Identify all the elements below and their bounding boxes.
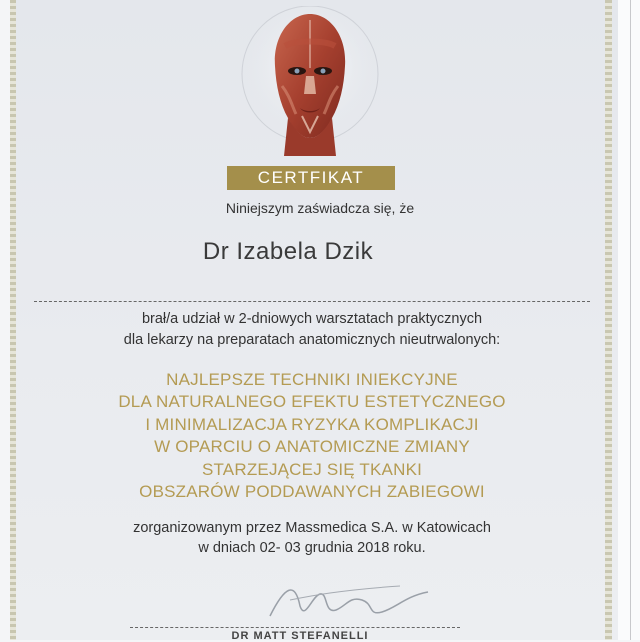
signature-icon <box>250 566 450 626</box>
organizer-text: zorganizowanym przez Massmedica S.A. w Katowicach <box>133 520 491 536</box>
workshop-title-line: DLA NATURALNEGO EFEKTU ESTETYCZNEGO <box>118 392 506 412</box>
recipient-name: Dr Izabela Dzik <box>202 238 374 265</box>
signature-line <box>130 627 460 628</box>
divider-line <box>34 301 590 302</box>
workshop-title-line: STARZEJĄCEJ SIĘ TKANKI <box>201 459 423 479</box>
intro-text: Niniejszym zaświadcza się, że <box>225 200 415 216</box>
workshop-title-line: W OPARCIU O ANATOMICZNE ZMIANY <box>154 437 470 457</box>
workshop-title-line: OBSZARÓW PODDAWANYCH ZABIEGOWI <box>139 482 485 502</box>
workshop-title-line: I MINIMALIZACJA RYZYKA KOMPLIKACJI <box>145 414 479 434</box>
participation-line-1: brał/a udział w 2-dniowych warsztatach praktycznych <box>141 311 483 327</box>
workshop-title <box>0 369 624 503</box>
participation-line-2: dla lekarzy na preparatach anatomicznych nieutrwalonych: <box>123 332 501 348</box>
signer-name: DR MATT STEFANELLI <box>231 630 369 642</box>
certificate-title-banner: CERTFIKAT <box>227 166 395 190</box>
date-text: w dniach 02- 03 grudnia 2018 roku. <box>198 540 426 556</box>
workshop-title-line: NAJLEPSZE TECHNIKI INIEKCYJNE <box>166 370 458 389</box>
anatomical-face-icon <box>240 6 380 156</box>
